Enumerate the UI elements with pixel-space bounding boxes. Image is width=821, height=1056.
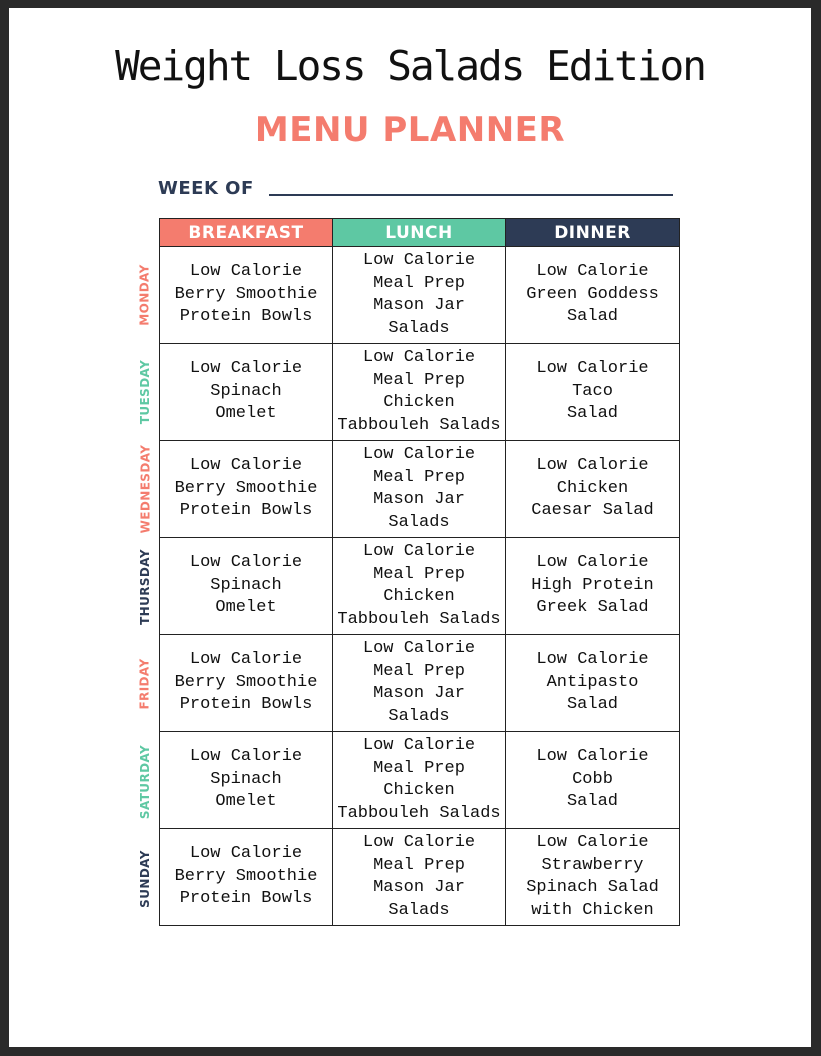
meal-cell-lunch: Low Calorie Meal Prep Chicken Tabbouleh Salads <box>333 538 506 635</box>
day-label-friday <box>133 636 157 733</box>
week-of-blank-line <box>269 194 673 196</box>
meal-cell-breakfast: Low Calorie Spinach Omelet <box>160 732 333 829</box>
day-label-thursday <box>133 538 157 635</box>
meal-cell-dinner: Low Calorie Chicken Caesar Salad <box>506 441 680 538</box>
day-label-text: THURSDAY <box>138 548 153 625</box>
day-label-text: WEDNESDAY <box>138 445 153 534</box>
meal-cell-lunch: Low Calorie Meal Prep Mason Jar Salads <box>333 635 506 732</box>
meal-cell-lunch: Low Calorie Meal Prep Chicken Tabbouleh Salads <box>333 732 506 829</box>
planner-page <box>9 8 811 1047</box>
meal-cell-breakfast: Low Calorie Berry Smoothie Protein Bowls <box>160 829 333 926</box>
day-label-text: MONDAY <box>138 264 152 326</box>
meal-cell-dinner: Low Calorie Cobb Salad <box>506 732 680 829</box>
meal-cell-lunch: Low Calorie Meal Prep Mason Jar Salads <box>333 829 506 926</box>
meal-cell-breakfast: Low Calorie Spinach Omelet <box>160 344 333 441</box>
meal-cell-dinner: Low Calorie Taco Salad <box>506 344 680 441</box>
day-row <box>160 829 680 926</box>
header-row <box>160 219 680 247</box>
page-subtitle: MENU PLANNER <box>254 110 566 150</box>
meal-cell-dinner: Low Calorie Antipasto Salad <box>506 635 680 732</box>
meal-cell-dinner: Low Calorie High Protein Greek Salad <box>506 538 680 635</box>
page-title: Weight Loss Salads Edition <box>115 42 705 90</box>
day-row <box>160 441 680 538</box>
day-label-saturday <box>133 733 157 830</box>
header-breakfast: BREAKFAST <box>160 219 333 247</box>
day-label-wednesday <box>133 441 157 538</box>
meal-cell-breakfast: Low Calorie Berry Smoothie Protein Bowls <box>160 441 333 538</box>
meal-cell-breakfast: Low Calorie Berry Smoothie Protein Bowls <box>160 635 333 732</box>
day-row <box>160 247 680 344</box>
day-row <box>160 344 680 441</box>
meal-cell-dinner: Low Calorie Strawberry Spinach Salad with Chicken <box>506 829 680 926</box>
day-label-monday <box>133 246 157 343</box>
day-row <box>160 538 680 635</box>
day-label-text: TUESDAY <box>138 359 153 425</box>
day-label-text: SATURDAY <box>138 744 153 819</box>
day-row <box>160 635 680 732</box>
menu-grid <box>159 218 680 926</box>
meal-cell-lunch: Low Calorie Meal Prep Mason Jar Salads <box>333 247 506 344</box>
day-label-text: FRIDAY <box>138 658 152 710</box>
week-of-label: WEEK OF <box>158 178 254 199</box>
meal-cell-dinner: Low Calorie Green Goddess Salad <box>506 247 680 344</box>
header-lunch: LUNCH <box>333 219 506 247</box>
day-label-text: SUNDAY <box>138 850 152 908</box>
meal-cell-breakfast: Low Calorie Spinach Omelet <box>160 538 333 635</box>
header-dinner: DINNER <box>506 219 680 247</box>
meal-cell-breakfast: Low Calorie Berry Smoothie Protein Bowls <box>160 247 333 344</box>
day-label-tuesday <box>133 343 157 440</box>
meal-cell-lunch: Low Calorie Meal Prep Chicken Tabbouleh Salads <box>333 344 506 441</box>
meal-cell-lunch: Low Calorie Meal Prep Mason Jar Salads <box>333 441 506 538</box>
day-label-sunday <box>133 830 157 927</box>
day-row <box>160 732 680 829</box>
